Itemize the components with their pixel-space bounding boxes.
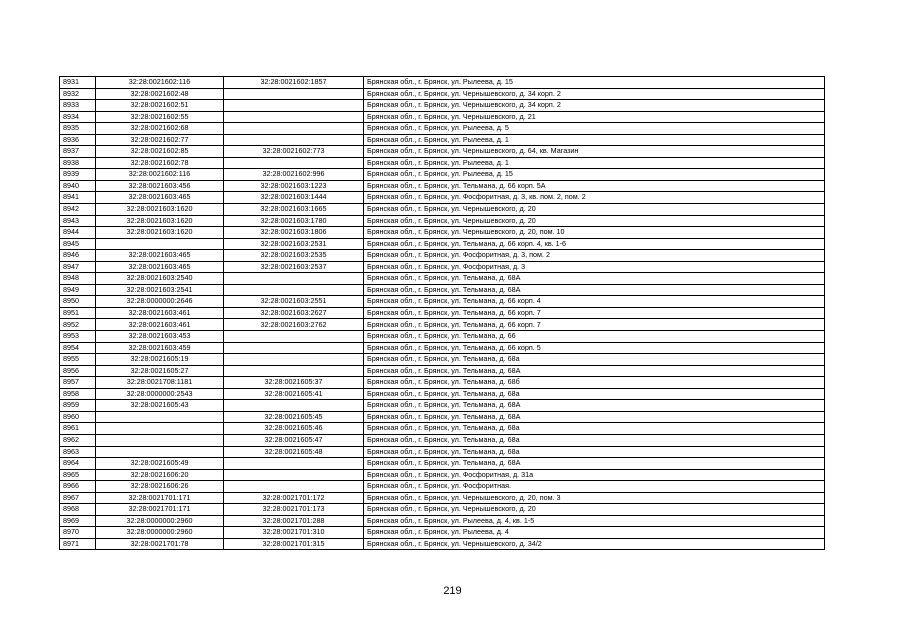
object-cadastral-number-cell: 32:28:0021603:2551 [224, 296, 364, 308]
row-number-cell: 8950 [60, 296, 96, 308]
cadastral-number-cell: 32:28:0021701:171 [96, 492, 224, 504]
cadastral-number-cell: 32:28:0000000:2960 [96, 527, 224, 539]
table-row [60, 157, 825, 169]
row-number-cell: 8936 [60, 134, 96, 146]
object-cadastral-number-cell: 32:28:0021602:1857 [224, 77, 364, 89]
row-number-cell: 8967 [60, 492, 96, 504]
object-cadastral-number-cell: 32:28:0021603:1665 [224, 204, 364, 216]
table-row [60, 227, 825, 239]
table-row [60, 527, 825, 539]
object-cadastral-number-cell [224, 354, 364, 366]
row-number-cell: 8958 [60, 388, 96, 400]
object-cadastral-number-cell: 32:28:0021605:45 [224, 411, 364, 423]
address-cell: Брянская обл., г. Брянск, ул. Тельмана, д. 66 корп. 4 [364, 296, 825, 308]
object-cadastral-number-cell: 32:28:0021701:288 [224, 515, 364, 527]
row-number-cell: 8953 [60, 331, 96, 343]
row-number-cell: 8957 [60, 377, 96, 389]
row-number-cell: 8934 [60, 111, 96, 123]
row-number-cell: 8947 [60, 261, 96, 273]
row-number-cell: 8952 [60, 319, 96, 331]
row-number-cell: 8964 [60, 458, 96, 470]
row-number-cell: 8949 [60, 284, 96, 296]
object-cadastral-number-cell [224, 481, 364, 493]
object-cadastral-number-cell [224, 365, 364, 377]
object-cadastral-number-cell: 32:28:0021701:315 [224, 538, 364, 550]
object-cadastral-number-cell: 32:28:0021605:41 [224, 388, 364, 400]
row-number-cell: 8935 [60, 123, 96, 135]
address-cell: Брянская обл., г. Брянск, ул. Рылеева, д. 5 [364, 123, 825, 135]
object-cadastral-number-cell: 32:28:0021603:1780 [224, 215, 364, 227]
cadastral-number-cell: 32:28:0021602:85 [96, 146, 224, 158]
address-cell: Брянская обл., г. Брянск, ул. Чернышевского, д. 34 корп. 2 [364, 100, 825, 112]
object-cadastral-number-cell: 32:28:0021603:1444 [224, 192, 364, 204]
address-cell: Брянская обл., г. Брянск, ул. Тельмана, д. 66 корп. 5А [364, 180, 825, 192]
cadastral-number-cell: 32:28:0021602:55 [96, 111, 224, 123]
object-cadastral-number-cell [224, 400, 364, 412]
object-cadastral-number-cell [224, 123, 364, 135]
row-number-cell: 8959 [60, 400, 96, 412]
table-row [60, 319, 825, 331]
table-row [60, 434, 825, 446]
address-cell: Брянская обл., г. Брянск, ул. Тельмана, д. 68А [364, 284, 825, 296]
object-cadastral-number-cell [224, 469, 364, 481]
row-number-cell: 8971 [60, 538, 96, 550]
address-cell: Брянская обл., г. Брянск, ул. Тельмана, д. 66 [364, 331, 825, 343]
table-row [60, 134, 825, 146]
address-cell: Брянская обл., г. Брянск, ул. Тельмана, д. 66 корп. 4, кв. 1-6 [364, 238, 825, 250]
address-cell: Брянская обл., г. Брянск, ул. Тельмана, д. 66 корп. 5 [364, 342, 825, 354]
row-number-cell: 8942 [60, 204, 96, 216]
cadastral-number-cell: 32:28:0021603:459 [96, 342, 224, 354]
row-number-cell: 8954 [60, 342, 96, 354]
cadastral-number-cell: 32:28:0021603:2540 [96, 273, 224, 285]
table-row [60, 307, 825, 319]
address-cell: Брянская обл., г. Брянск, ул. Тельмана, д. 68А [364, 365, 825, 377]
cadastral-number-cell: 32:28:0021603:1620 [96, 227, 224, 239]
address-cell: Брянская обл., г. Брянск, ул. Фосфоритная, д. 3, пом. 2 [364, 250, 825, 262]
address-cell: Брянская обл., г. Брянск, ул. Тельмана, д. 68а [364, 354, 825, 366]
row-number-cell: 8970 [60, 527, 96, 539]
address-cell: Брянская обл., г. Брянск, ул. Рылеева, д. 1 [364, 157, 825, 169]
address-cell: Брянская обл., г. Брянск, ул. Тельмана, д. 68А [364, 400, 825, 412]
table-row [60, 180, 825, 192]
cadastral-number-cell: 32:28:0021603:465 [96, 250, 224, 262]
table-row [60, 365, 825, 377]
object-cadastral-number-cell: 32:28:0021603:2627 [224, 307, 364, 319]
cadastral-number-cell: 32:28:0021603:461 [96, 319, 224, 331]
object-cadastral-number-cell: 32:28:0021603:1806 [224, 227, 364, 239]
address-cell: Брянская обл., г. Брянск, ул. Тельмана, д. 68А [364, 273, 825, 285]
object-cadastral-number-cell: 32:28:0021602:773 [224, 146, 364, 158]
object-cadastral-number-cell [224, 157, 364, 169]
address-cell: Брянская обл., г. Брянск, ул. Рылеева, д. 1 [364, 134, 825, 146]
address-cell: Брянская обл., г. Брянск, ул. Тельмана, д. 68б [364, 377, 825, 389]
row-number-cell: 8969 [60, 515, 96, 527]
table-row [60, 469, 825, 481]
cadastral-number-cell: 32:28:0021606:20 [96, 469, 224, 481]
table-row [60, 111, 825, 123]
row-number-cell: 8960 [60, 411, 96, 423]
table-row [60, 411, 825, 423]
table-row [60, 261, 825, 273]
object-cadastral-number-cell [224, 134, 364, 146]
address-cell: Брянская обл., г. Брянск, ул. Чернышевского, д. 34/2 [364, 538, 825, 550]
cadastral-number-cell [96, 423, 224, 435]
cadastral-number-cell: 32:28:0021603:465 [96, 261, 224, 273]
address-cell: Брянская обл., г. Брянск, ул. Тельмана, д. 68а [364, 446, 825, 458]
address-cell: Брянская обл., г. Брянск, ул. Чернышевского, д. 20, пом. 3 [364, 492, 825, 504]
table-row [60, 538, 825, 550]
cadastral-number-cell: 32:28:0021708:1181 [96, 377, 224, 389]
object-cadastral-number-cell: 32:28:0021701:173 [224, 504, 364, 516]
table-row [60, 77, 825, 89]
object-cadastral-number-cell: 32:28:0021605:48 [224, 446, 364, 458]
table-row [60, 204, 825, 216]
cadastral-number-cell: 32:28:0021602:68 [96, 123, 224, 135]
address-cell: Брянская обл., г. Брянск, ул. Фосфоритная. [364, 481, 825, 493]
table-row [60, 331, 825, 343]
cadastral-number-cell: 32:28:0021603:453 [96, 331, 224, 343]
table-row [60, 458, 825, 470]
row-number-cell: 8966 [60, 481, 96, 493]
cadastral-number-cell: 32:28:0021605:19 [96, 354, 224, 366]
cadastral-number-cell: 32:28:0021602:116 [96, 169, 224, 181]
table-row [60, 481, 825, 493]
table-row [60, 284, 825, 296]
cadastral-number-cell: 32:28:0021603:1620 [96, 204, 224, 216]
object-cadastral-number-cell: 32:28:0021605:46 [224, 423, 364, 435]
registry-table-body [60, 77, 825, 550]
object-cadastral-number-cell [224, 458, 364, 470]
address-cell: Брянская обл., г. Брянск, ул. Чернышевского, д. 20 [364, 215, 825, 227]
table-row [60, 504, 825, 516]
cadastral-number-cell: 32:28:0021603:1620 [96, 215, 224, 227]
table-row [60, 192, 825, 204]
address-cell: Брянская обл., г. Брянск, ул. Тельмана, д. 68а [364, 423, 825, 435]
registry-table [59, 76, 825, 550]
address-cell: Брянская обл., г. Брянск, ул. Чернышевского, д. 20 [364, 504, 825, 516]
cadastral-number-cell: 32:28:0021605:43 [96, 400, 224, 412]
address-cell: Брянская обл., г. Брянск, ул. Чернышевского, д. 64, кв. Магазин [364, 146, 825, 158]
address-cell: Брянская обл., г. Брянск, ул. Чернышевского, д. 21 [364, 111, 825, 123]
cadastral-number-cell: 32:28:0021701:78 [96, 538, 224, 550]
address-cell: Брянская обл., г. Брянск, ул. Фосфоритная, д. 3, кв. пом. 2, пом. 2 [364, 192, 825, 204]
address-cell: Брянская обл., г. Брянск, ул. Рылеева, д. 15 [364, 77, 825, 89]
object-cadastral-number-cell [224, 100, 364, 112]
table-row [60, 123, 825, 135]
address-cell: Брянская обл., г. Брянск, ул. Тельмана, д. 66 корп. 7 [364, 319, 825, 331]
table-row [60, 169, 825, 181]
address-cell: Брянская обл., г. Брянск, ул. Фосфоритная, д. 31а [364, 469, 825, 481]
table-row [60, 100, 825, 112]
row-number-cell: 8937 [60, 146, 96, 158]
table-row [60, 88, 825, 100]
row-number-cell: 8962 [60, 434, 96, 446]
object-cadastral-number-cell: 32:28:0021605:47 [224, 434, 364, 446]
address-cell: Брянская обл., г. Брянск, ул. Чернышевского, д. 20 [364, 204, 825, 216]
table-row [60, 146, 825, 158]
address-cell: Брянская обл., г. Брянск, ул. Тельмана, д. 66 корп. 7 [364, 307, 825, 319]
row-number-cell: 8933 [60, 100, 96, 112]
row-number-cell: 8965 [60, 469, 96, 481]
object-cadastral-number-cell: 32:28:0021603:2531 [224, 238, 364, 250]
cadastral-number-cell: 32:28:0021602:116 [96, 77, 224, 89]
cadastral-number-cell [96, 238, 224, 250]
row-number-cell: 8939 [60, 169, 96, 181]
table-row [60, 354, 825, 366]
object-cadastral-number-cell [224, 88, 364, 100]
row-number-cell: 8931 [60, 77, 96, 89]
address-cell: Брянская обл., г. Брянск, ул. Рылеева, д. 4, кв. 1-5 [364, 515, 825, 527]
object-cadastral-number-cell: 32:28:0021701:172 [224, 492, 364, 504]
object-cadastral-number-cell: 32:28:0021603:1223 [224, 180, 364, 192]
row-number-cell: 8951 [60, 307, 96, 319]
object-cadastral-number-cell: 32:28:0021605:37 [224, 377, 364, 389]
cadastral-number-cell: 32:28:0000000:2543 [96, 388, 224, 400]
table-row [60, 446, 825, 458]
table-row [60, 215, 825, 227]
row-number-cell: 8943 [60, 215, 96, 227]
cadastral-number-cell [96, 446, 224, 458]
address-cell: Брянская обл., г. Брянск, ул. Тельмана, д. 68А [364, 458, 825, 470]
table-row [60, 492, 825, 504]
address-cell: Брянская обл., г. Брянск, ул. Чернышевского, д. 34 корп. 2 [364, 88, 825, 100]
object-cadastral-number-cell: 32:28:0021701:310 [224, 527, 364, 539]
address-cell: Брянская обл., г. Брянск, ул. Тельмана, д. 68А [364, 411, 825, 423]
cadastral-number-cell [96, 434, 224, 446]
row-number-cell: 8955 [60, 354, 96, 366]
cadastral-number-cell: 32:28:0000000:2960 [96, 515, 224, 527]
row-number-cell: 8948 [60, 273, 96, 285]
table-row [60, 342, 825, 354]
row-number-cell: 8946 [60, 250, 96, 262]
table-row [60, 423, 825, 435]
address-cell: Брянская обл., г. Брянск, ул. Рылеева, д. 4 [364, 527, 825, 539]
row-number-cell: 8956 [60, 365, 96, 377]
object-cadastral-number-cell: 32:28:0021603:2535 [224, 250, 364, 262]
cadastral-number-cell: 32:28:0021606:26 [96, 481, 224, 493]
object-cadastral-number-cell [224, 342, 364, 354]
cadastral-number-cell [96, 411, 224, 423]
row-number-cell: 8940 [60, 180, 96, 192]
cadastral-number-cell: 32:28:0021602:48 [96, 88, 224, 100]
object-cadastral-number-cell [224, 111, 364, 123]
cadastral-number-cell: 32:28:0021701:171 [96, 504, 224, 516]
row-number-cell: 8941 [60, 192, 96, 204]
cadastral-number-cell: 32:28:0021602:77 [96, 134, 224, 146]
cadastral-number-cell: 32:28:0021603:465 [96, 192, 224, 204]
object-cadastral-number-cell [224, 284, 364, 296]
cadastral-number-cell: 32:28:0021602:51 [96, 100, 224, 112]
row-number-cell: 8944 [60, 227, 96, 239]
address-cell: Брянская обл., г. Брянск, ул. Тельмана, д. 68а [364, 434, 825, 446]
cadastral-number-cell: 32:28:0000000:2646 [96, 296, 224, 308]
object-cadastral-number-cell: 32:28:0021603:2537 [224, 261, 364, 273]
cadastral-number-cell: 32:28:0021603:461 [96, 307, 224, 319]
address-cell: Брянская обл., г. Брянск, ул. Тельмана, д. 68а [364, 388, 825, 400]
row-number-cell: 8945 [60, 238, 96, 250]
address-cell: Брянская обл., г. Брянск, ул. Фосфоритная, д. 3 [364, 261, 825, 273]
cadastral-number-cell: 32:28:0021603:456 [96, 180, 224, 192]
page-number: 219 [443, 585, 462, 597]
address-cell: Брянская обл., г. Брянск, ул. Чернышевского, д. 20, пом. 10 [364, 227, 825, 239]
cadastral-number-cell: 32:28:0021602:78 [96, 157, 224, 169]
row-number-cell: 8938 [60, 157, 96, 169]
table-row [60, 296, 825, 308]
table-row [60, 238, 825, 250]
table-row [60, 388, 825, 400]
table-row [60, 377, 825, 389]
object-cadastral-number-cell: 32:28:0021602:996 [224, 169, 364, 181]
table-row [60, 515, 825, 527]
object-cadastral-number-cell [224, 273, 364, 285]
table-row [60, 250, 825, 262]
cadastral-number-cell: 32:28:0021603:2541 [96, 284, 224, 296]
row-number-cell: 8963 [60, 446, 96, 458]
cadastral-number-cell: 32:28:0021605:49 [96, 458, 224, 470]
table-row [60, 273, 825, 285]
row-number-cell: 8932 [60, 88, 96, 100]
row-number-cell: 8961 [60, 423, 96, 435]
object-cadastral-number-cell: 32:28:0021603:2762 [224, 319, 364, 331]
cadastral-number-cell: 32:28:0021605:27 [96, 365, 224, 377]
object-cadastral-number-cell [224, 331, 364, 343]
row-number-cell: 8968 [60, 504, 96, 516]
address-cell: Брянская обл., г. Брянск, ул. Рылеева, д. 15 [364, 169, 825, 181]
table-row [60, 400, 825, 412]
